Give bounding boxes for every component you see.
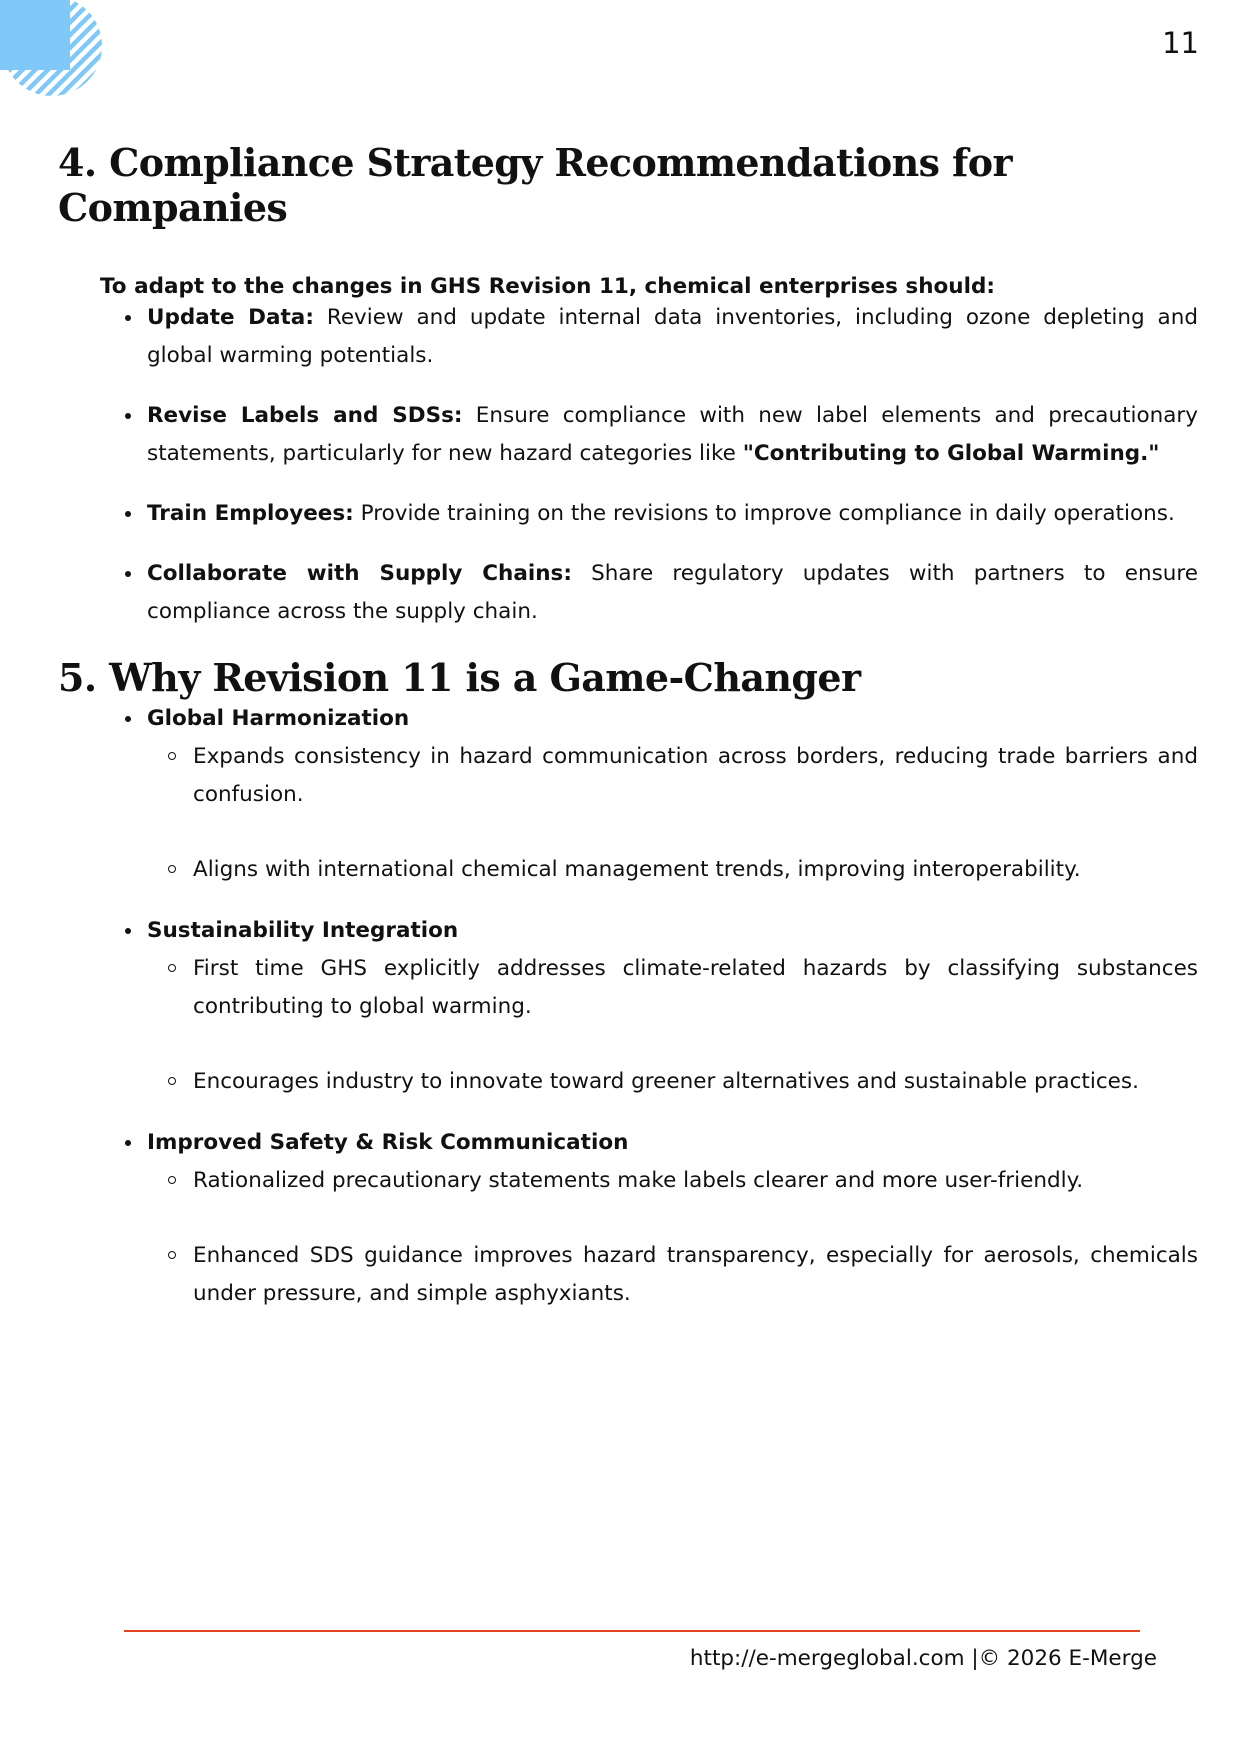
recommendations-list: [58, 299, 1198, 631]
item-title: Sustainability Integration: [147, 918, 459, 943]
sub-list-item: Encourages industry to innovate toward greener alternatives and sustainable practices.: [147, 1063, 1198, 1101]
item-text: Provide training on the revisions to improve compliance in daily operations.: [353, 501, 1175, 526]
striped-circle-square-logo: [0, 0, 116, 100]
sub-list-item: First time GHS explicitly addresses climate-related hazards by classifying substances contributing to global warming.: [147, 950, 1198, 1026]
list-item: [58, 912, 1198, 1101]
sub-list: [147, 1162, 1198, 1313]
item-label: Train Employees:: [147, 501, 354, 526]
sub-list-item: Rationalized precautionary statements make labels clearer and more user-friendly.: [147, 1162, 1198, 1200]
list-item: [58, 495, 1198, 533]
list-item: [58, 700, 1198, 889]
item-text: Ensure compliance with new label elements and precautionary statements, particularly for new hazard categories like: [147, 403, 1198, 466]
sub-list: [147, 738, 1198, 889]
item-emphasis: "Contributing to Global Warming.": [742, 441, 1160, 466]
list-item: [58, 397, 1198, 473]
sub-list-item: Expands consistency in hazard communication across borders, reducing trade barriers and confusion.: [147, 738, 1198, 814]
sub-list-item: Aligns with international chemical management trends, improving interoperability.: [147, 851, 1198, 889]
item-label: Revise Labels and SDSs:: [147, 403, 463, 428]
item-label: Update Data:: [147, 305, 314, 330]
sub-list: [147, 950, 1198, 1101]
section-4-intro: To adapt to the changes in GHS Revision 11, chemical enterprises should:: [100, 274, 995, 299]
item-text: Share regulatory updates with partners to ensure compliance across the supply chain.: [147, 561, 1198, 624]
item-title: Global Harmonization: [147, 706, 410, 731]
item-text: Review and update internal data inventories, including ozone depleting and global warming potentials.: [147, 305, 1198, 368]
list-item: [58, 299, 1198, 375]
section-5-heading: 5. Why Revision 11 is a Game-Changer: [58, 655, 861, 700]
game-changer-list: [58, 700, 1198, 1313]
list-item: [58, 1124, 1198, 1313]
item-label: Collaborate with Supply Chains:: [147, 561, 572, 586]
page-content: [58, 140, 1198, 1313]
page-number: 11: [1162, 26, 1199, 60]
sub-list-item: Enhanced SDS guidance improves hazard transparency, especially for aerosols, chemicals under pressure, and simple asphyxiants.: [147, 1237, 1198, 1313]
list-item: [58, 555, 1198, 631]
item-title: Improved Safety & Risk Communication: [147, 1130, 629, 1155]
footer-divider: [124, 1630, 1140, 1632]
section-4-heading: 4. Compliance Strategy Recommendations for Companies: [58, 140, 1012, 230]
footer-text: http://e-mergeglobal.com |© 2026 E-Merge: [689, 1646, 1157, 1671]
